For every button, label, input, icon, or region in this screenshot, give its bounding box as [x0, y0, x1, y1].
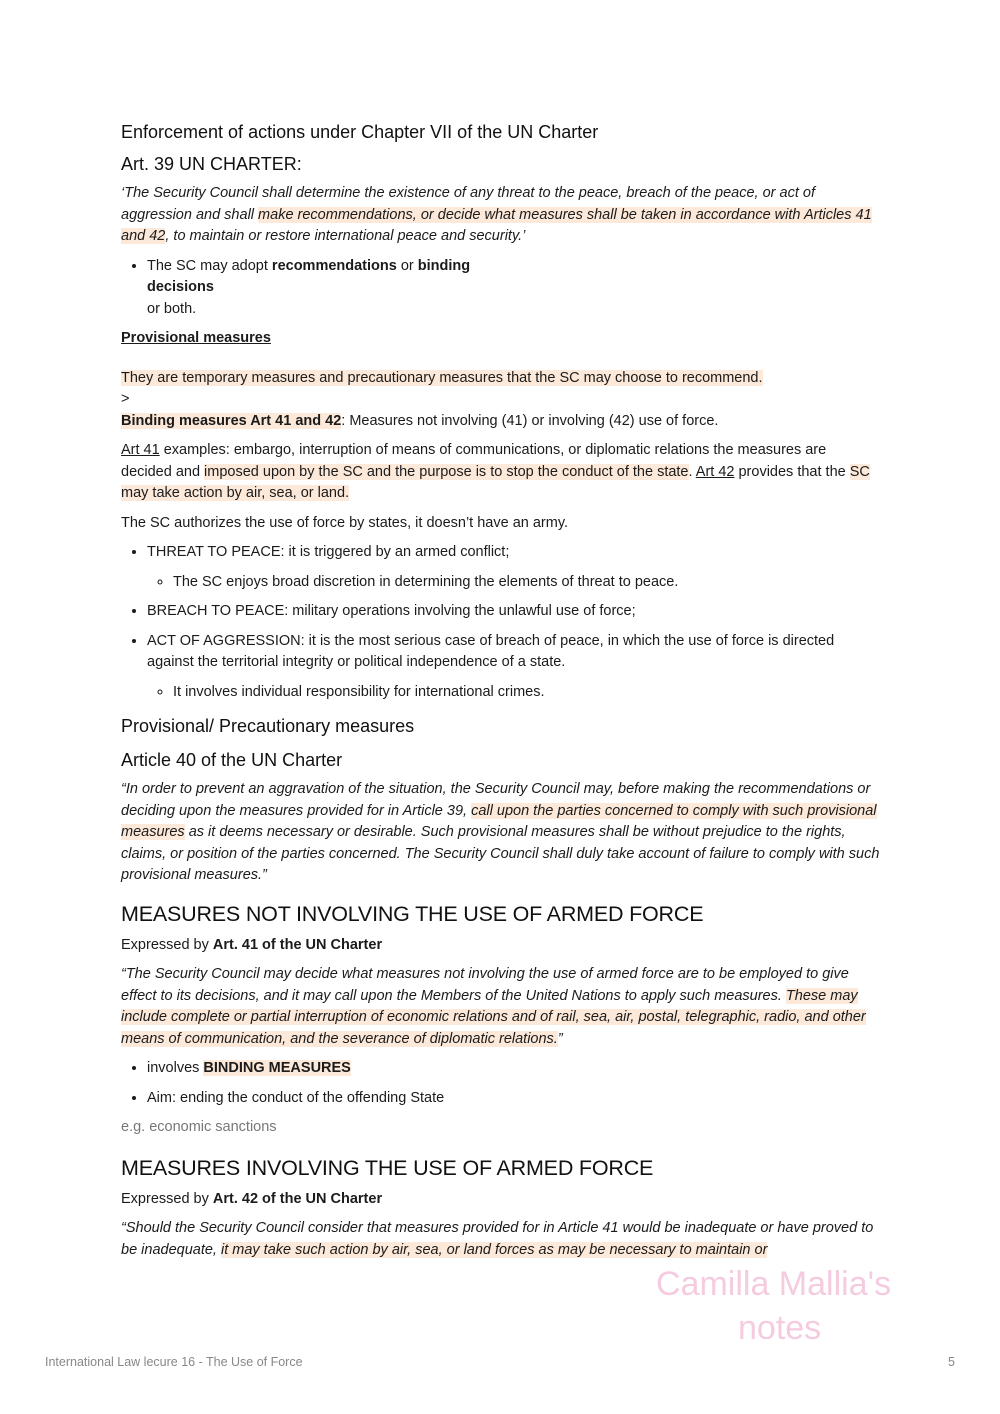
heading-force: MEASURES INVOLVING THE USE OF ARMED FORCE: [121, 1155, 654, 1180]
document-body: [121, 119, 881, 1269]
art42-quote: “Should the Security Council consider that measures provided for in Article 41 would be inadequate or have proved to be inadequate, it may take such action by air, sea, or land forces as may be necessary to maintain or: [121, 1220, 874, 1258]
art42-link[interactable]: Art 42: [695, 463, 735, 480]
list-item: • involves BINDING MEASURES: [147, 1058, 881, 1080]
heading-enforcement: Enforcement of actions under Chapter VII of the UN Charter: [121, 122, 599, 142]
heading-art39: Art. 39 UN CHARTER:: [121, 154, 302, 174]
list-item: • ACT OF AGGRESSION: it is the most serious case of breach of peace, in which the use of force is directed against the territorial integrity or political independence of a state. ◦ It involves individual responsibility for international crimes.: [147, 631, 881, 704]
sc-force-text: The SC authorizes the use of force by states, it doesn’t have an army.: [121, 514, 569, 531]
bullet-list: [121, 542, 881, 703]
sub-list-item: ◦ It involves individual responsibility for international crimes.: [173, 682, 881, 704]
expressed-41: Expressed by Art. 41 of the UN Charter: [121, 936, 383, 953]
bullet-list: [121, 256, 881, 321]
list-item: • THREAT TO PEACE: it is triggered by an armed conflict; ◦ The SC enjoys broad discretion in determining the elements of threat to peace.: [147, 542, 881, 593]
art40-quote: “In order to prevent an aggravation of the situation, the Security Council may, before making the recommendations or deciding upon the measures provided for in Article 39, call upon the parties concerned to comply with such provisional measures as it deems necessary or desirable. Such provisional measures shall be without prejudice to the rights, claims, or position of the parties concerned. The Security Council shall duly take account of failure to comply with such provisional measures.”: [121, 781, 880, 883]
example-text: e.g. economic sanctions: [121, 1119, 277, 1135]
heading-not-force: MEASURES NOT INVOLVING THE USE OF ARMED FORCE: [121, 901, 704, 926]
heading-art40: Article 40 of the UN Charter: [121, 750, 343, 770]
bullet-list: [121, 1058, 881, 1109]
sub-list-item: ◦ The SC enjoys broad discretion in determining the elements of threat to peace.: [173, 572, 881, 594]
list-item: • Aim: ending the conduct of the offending State: [147, 1088, 881, 1110]
heading-provisional: Provisional/ Precautionary measures: [121, 716, 415, 736]
footer-title: International Law lecure 16 - The Use of Force: [45, 1355, 303, 1369]
gt-symbol: >: [121, 391, 130, 407]
watermark: Camilla Mallia's notes: [656, 1265, 892, 1347]
art39-quote: ‘The Security Council shall determine the existence of any threat to the peace, breach of the peace, or act of aggression and shall make recommendations, or decide what measures shall be taken in accordance with Articles 41 and 42, to maintain or restore international peace and security.’: [121, 185, 872, 244]
provisional-text: They are temporary measures and precautionary measures that the SC may choose to recommend.: [121, 369, 763, 386]
art41-quote: “The Security Council may decide what measures not involving the use of armed force are to be employed to give effect to its decisions, and it may call upon the Members of the United Nations to apply such measures. These may include complete or partial interruption of economic relations and of rail, sea, air, postal, telegraphic, radio, and other means of communication, and the severance of diplomatic relations.”: [121, 966, 866, 1047]
art41-link[interactable]: Art 41: [121, 442, 160, 458]
provisional-heading: Provisional measures: [121, 330, 271, 346]
page-number: 5: [948, 1355, 955, 1369]
art41-examples: Art 41 examples: embargo, interruption of means of communications, or diplomatic relations the measures are decided and imposed upon by the SC and the purpose is to stop the conduct of the state. Art 42 provides that the SC may take action by air, sea, or land.: [121, 442, 870, 501]
binding-measures: Binding measures Art 41 and 42: Measures not involving (41) or involving (42) use of force.: [121, 412, 719, 429]
expressed-42: Expressed by Art. 42 of the UN Charter: [121, 1190, 383, 1207]
highlight: make recommendations, or decide what measures shall be taken in accordance with Articles 41 and 42: [121, 206, 872, 244]
list-item: • The SC may adopt recommendations or binding decisions or both.: [147, 256, 881, 321]
list-item: • BREACH TO PEACE: military operations involving the unlawful use of force;: [147, 601, 881, 623]
